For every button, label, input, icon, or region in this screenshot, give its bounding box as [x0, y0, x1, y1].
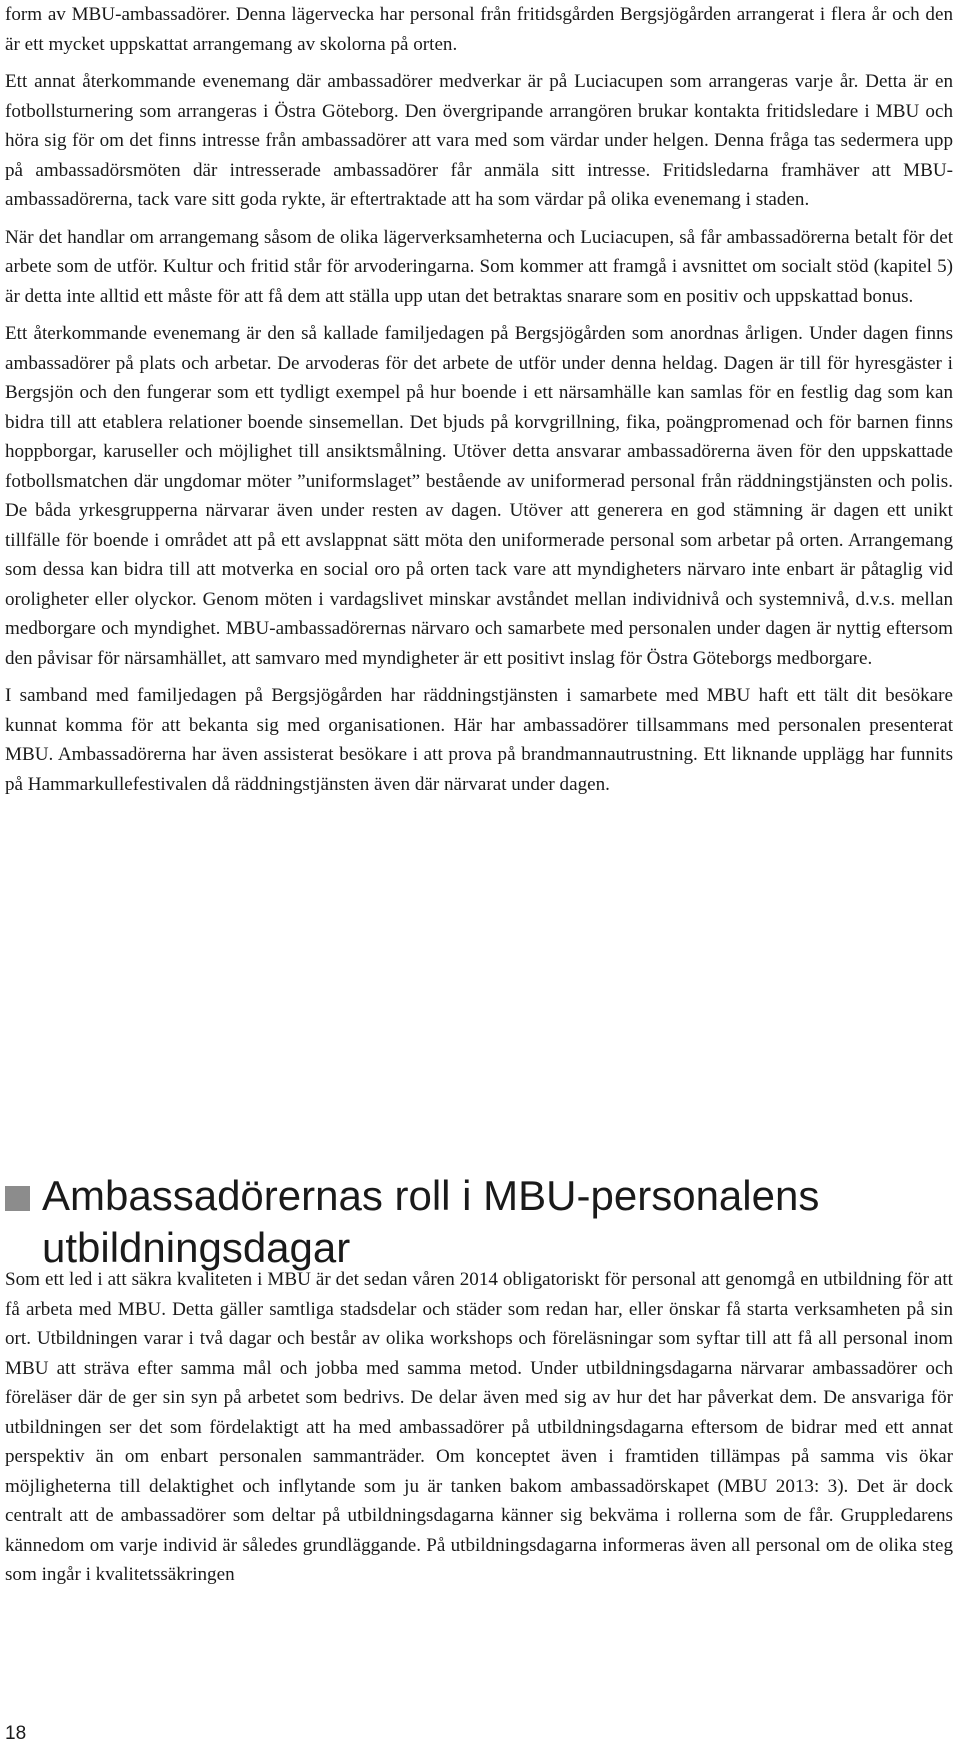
gray-square-icon [5, 1186, 30, 1211]
paragraph-familjedagen: Ett återkommande evenemang är den så kallade familjedagen på Bergsjögården som anordnas årligen. Under dagen finns ambassadörer på plats och arbetar. De arvoderas för det arbete de utför under denna heldag. Dagen är till för hyresgäster i Bergsjön och den fungerar som ett tydligt exempel på hur boende i ett närsamhälle kan samlas för en festlig dag som kan bidra till att etablera relationer boende sinsemellan. Det bjuds på korvgrillning, fika, poängpromenad och för barnen finns hoppborgar, karuseller och möjlighet till ansiktsmålning. Utöver detta ansvarar ambassadörerna även för den uppskattade fotbollsmatchen där ungdomar möter ”uniformslaget” bestående av uniformerad personal från räddningstjänsten och polis. De båda yrkesgrupperna närvarar även under resten av dagen. Utöver att generera en god stämning är dagen ett unikt tillfälle för boende i området att på ett avslappnat sätt möta den uniformerade personal som arbetar på orten. Arrangemang som dessa kan bidra till att motverka en social oro på orten tack vare att myndigheters närvaro inte enbart är påtaglig vid oroligheter eller olyckor. Genom möten i vardagslivet minskar avståndet mellan individnivå och systemnivå, d.v.s. mellan medborgare och myndighet. MBU-ambassadörernas närvaro och samarbete med personalen under dagen är nyttig eftersom den påvisar för närsamhället, att samvaro med myndigheter är ett positivt inslag för Östra Göteborgs medborgare. [5, 323, 953, 669]
paragraph-raddningstjansten: I samband med familjedagen på Bergsjögården har räddningstjänsten i samarbete med MBU haft ett tält dit besökare kunnat komma för att bekanta sig med organisationen. Här har ambassadörer tillsammans med personalen presenterat MBU. Ambassadörerna har även assisterat besökare i att prova på brandmannautrustning. Ett liknande upplägg har funnits på Hammarkullefestivalen då räddningstjänsten även där närvarat under dagen. [5, 685, 953, 795]
section-heading-text: Ambassadörernas roll i MBU-personalens utbildningsdagar [42, 1171, 820, 1271]
body-text [5, 0, 953, 799]
paragraph-lagervecka: form av MBU-ambassadörer. Denna lägervecka har personal från fritidsgården Bergsjögården arrangerat i flera år och den är ett mycket uppskattat arrangemang av skolorna på orten. [5, 4, 953, 55]
section-body [5, 1265, 953, 1590]
page-number: 18 [5, 1723, 27, 1744]
paragraph-luciacupen: Ett annat återkommande evenemang där ambassadörer medverkar är på Luciacupen som arrangeras varje år. Detta är en fotbollsturnering som arrangeras i Östra Göteborg. Den övergripande arrangören brukar kontakta fritidsledare i MBU och höra sig för om det finns intresse från ambassadörer att vara med som värdar under helgen. Denna fråga tas sedermera upp på ambassadörsmöten där intresserade ambassadörer får anmäla sitt intresse. Fritidsledarna framhäver att MBU-ambassadörerna, tack vare sitt goda rykte, är eftertraktade att ha som värdar på olika evenemang i staden. [5, 71, 953, 210]
paragraph-utbildningsdagar: Som ett led i att säkra kvaliteten i MBU är det sedan våren 2014 obligatoriskt för personal att genomgå en utbildning för att få arbeta med MBU. Detta gäller samtliga stadsdelar och städer som redan har, eller önskar få starta verksamheten på sin ort. Utbildningen varar i två dagar och består av olika workshops och föreläsningar som syftar till att få all personal inom MBU att sträva efter samma mål och jobba med samma metod. Under utbildningsdagarna närvarar ambassadörer och föreläser där de ger sin syn på arbetet som bedrivs. De delar även med sig av hur det har påverkat dem. De ansvariga för utbildningen ser det som fördelaktigt att ha med ambassadörer på utbildningsdagarna eftersom de bidrar med ett annat perspektiv än om enbart personalen sammanträder. Om konceptet även i framtiden tillämpas på samma vis ökar möjligheterna till delaktighet och inflytande som ju är tanken bakom ambassadörskapet (MBU 2013: 3). Det är dock centralt att de ambassadörer som deltar på utbildningsdagarna känner sig bekväma i rollerna som de får. Gruppledarens kännedom om varje individ är således grundläggande. På utbildningsdagarna informeras även all personal om de olika steg som ingår i kvalitetssäkringen [5, 1269, 953, 1585]
paragraph-arvodering: När det handlar om arrangemang såsom de olika lägerverksamheterna och Luciacupen, så får ambassadörerna betalt för det arbete som de utför. Kultur och fritid står för arvoderingarna. Som kommer att framgå i avsnittet om socialt stöd (kapitel 5) är detta inte alltid ett måste för att få dem att ställa upp utan det betraktas snarare som en positiv och uppskattad bonus. [5, 226, 953, 307]
section-heading [5, 1170, 953, 1274]
